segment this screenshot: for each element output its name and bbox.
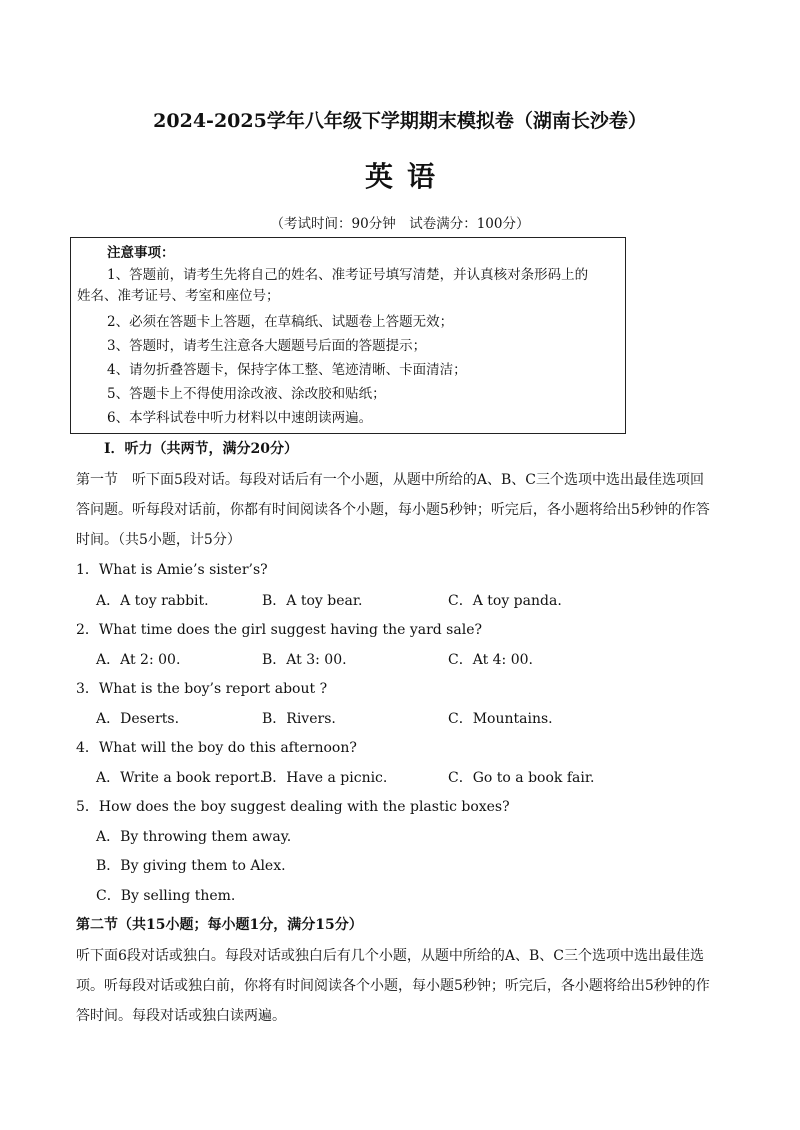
section1-instruction-line: 第一节 听下面5段对话。每段对话后有一个小题，从题中所给的A、B、C三个选项中选出最佳选项回	[76, 472, 705, 488]
section2-instruction-line: 答时间。每段对话或独白读两遍。	[76, 1008, 286, 1024]
option-a: A．By throwing them away.	[96, 829, 292, 845]
option-b: B．Rivers.	[262, 711, 336, 727]
option-c: C．By selling them.	[96, 888, 236, 904]
notice-item: 6、本学科试卷中听力材料以中速朗读两遍。	[107, 410, 373, 426]
option-a: A．A toy rabbit.	[96, 593, 209, 609]
notice-item: 2、必须在答题卡上答题，在草稿纸、试题卷上答题无效；	[107, 314, 454, 330]
question-stem: 1．What is Amie’s sister’s?	[76, 562, 268, 578]
part1-heading: I．听力（共两节，满分20分）	[104, 441, 299, 457]
notice-item: 姓名、准考证号、考室和座位号；	[77, 288, 280, 304]
option-b: B．Have a picnic.	[262, 770, 388, 786]
option-a: A．At 2: 00.	[96, 652, 181, 668]
exam-title: 2024-2025学年八年级下学期期末模拟卷（湖南长沙卷）	[153, 110, 647, 132]
option-c: C．Go to a book fair.	[448, 770, 595, 786]
option-c: C．A toy panda.	[448, 593, 562, 609]
question-stem: 4．What will the boy do this afternoon?	[76, 740, 357, 756]
exam-info: （考试时间：90分钟 试卷满分：100分）	[270, 216, 530, 232]
notice-item: 4、请勿折叠答题卡，保持字体工整、笔迹清晰、卡面清洁；	[107, 362, 467, 378]
notice-item: 5、答题卡上不得使用涂改液、涂改胶和贴纸；	[107, 386, 386, 402]
section2-heading: 第二节（共15小题；每小题1分，满分15分）	[76, 917, 363, 933]
option-b: B．By giving them to Alex.	[96, 858, 286, 874]
notice-box	[70, 237, 626, 434]
option-b: B．A toy bear.	[262, 593, 363, 609]
notice-item: 1、答题前，请考生先将自己的姓名、准考证号填写清楚，并认真核对条形码上的	[107, 267, 589, 283]
subject-title: 英语	[364, 160, 449, 193]
option-a: A．Deserts.	[96, 711, 180, 727]
notice-item: 3、答题时，请考生注意各大题题号后面的答题提示；	[107, 338, 427, 354]
option-a: A．Write a book report.	[96, 770, 265, 786]
section2-instruction-line: 听下面6段对话或独白。每段对话或独白后有几个小题，从题中所给的A、B、C三个选项中选出最佳选	[76, 948, 705, 964]
section1-instruction-line: 答问题。听每段对话前，你都有时间阅读各个小题，每小题5秒钟；听完后，各小题将给出5秒钟的作答	[76, 502, 710, 518]
question-stem: 2．What time does the girl suggest having the yard sale?	[76, 622, 482, 638]
section2-instruction-line: 项。听每段对话或独白前，你将有时间阅读各个小题，每小题5秒钟；听完后，各小题将给出5秒钟的作	[76, 978, 710, 994]
section1-instruction-line: 时间。（共5小题，计5分）	[76, 532, 241, 548]
notice-heading: 注意事项：	[107, 245, 175, 261]
option-c: C．At 4: 00.	[448, 652, 533, 668]
option-c: C．Mountains.	[448, 711, 553, 727]
question-stem: 3．What is the boy’s report about ?	[76, 681, 328, 697]
question-stem: 5．How does the boy suggest dealing with the plastic boxes?	[76, 799, 510, 815]
option-b: B．At 3: 00.	[262, 652, 347, 668]
